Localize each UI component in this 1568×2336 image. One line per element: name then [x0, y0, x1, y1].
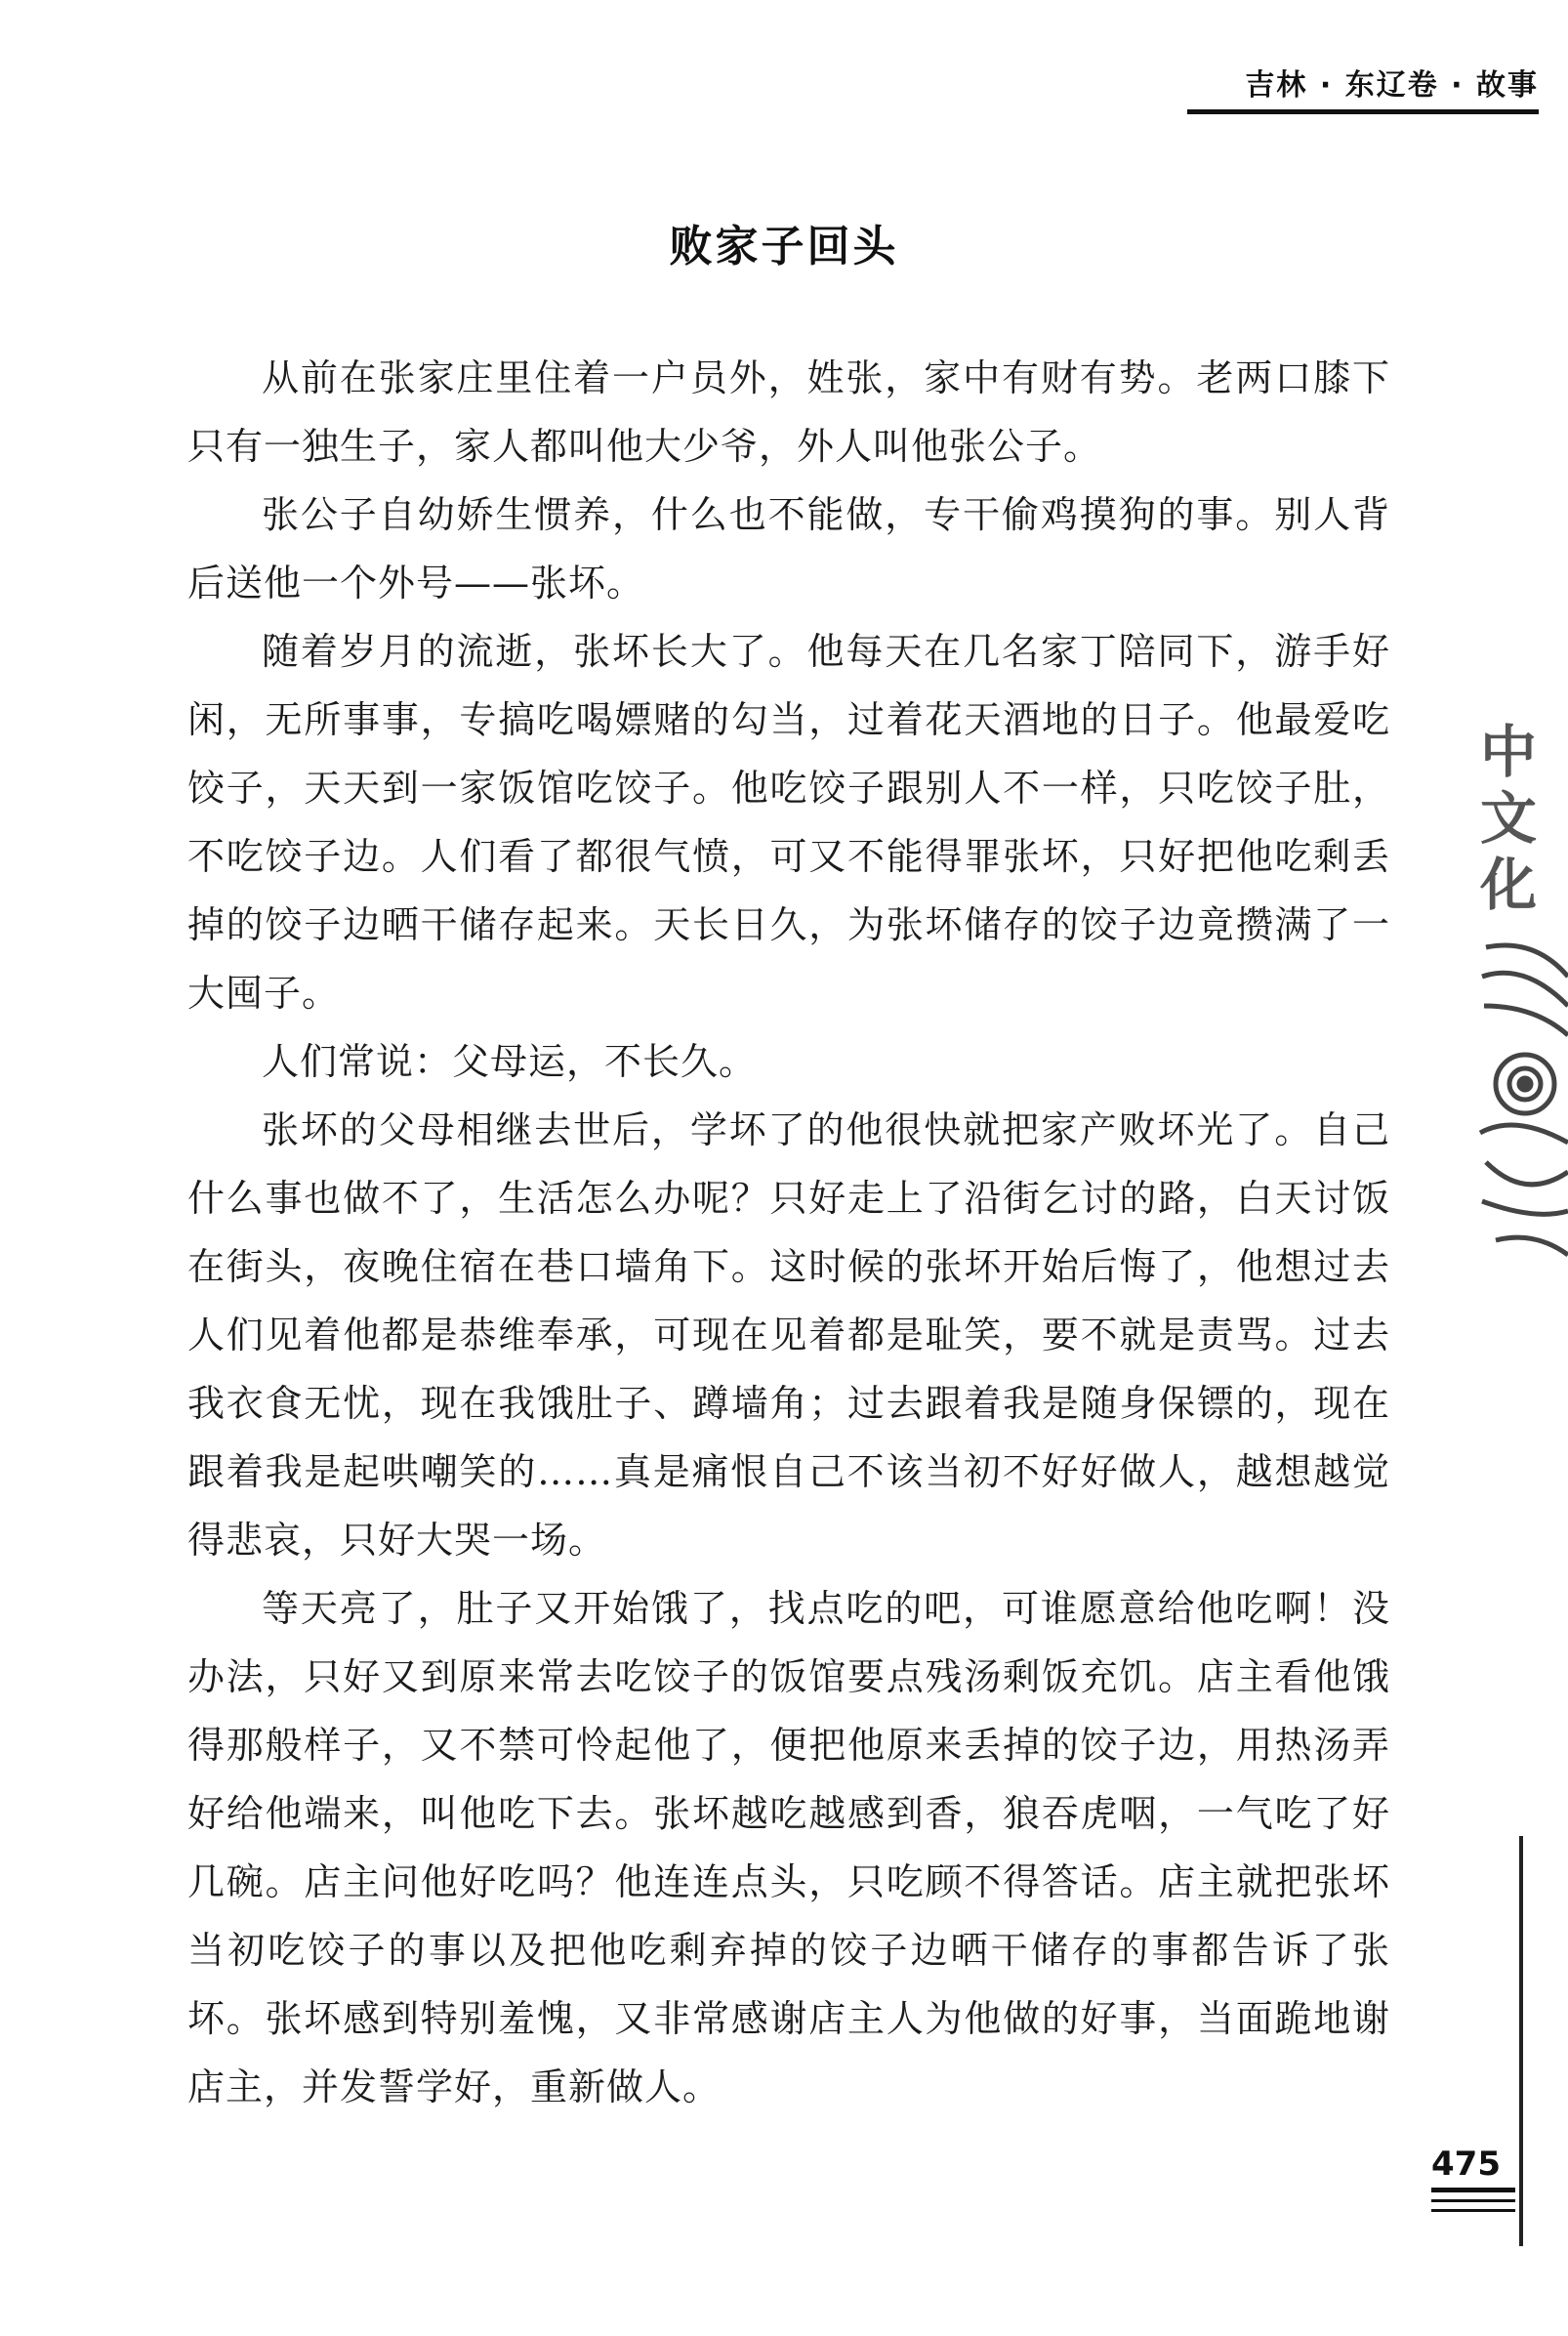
story-body: [187, 344, 1390, 2121]
margin-rule: [1519, 1836, 1523, 2246]
running-head: 吉林 · 东辽卷 · 故事: [1245, 68, 1539, 103]
ornament-char: 文: [1480, 785, 1538, 852]
paragraph: 随着岁月的流逝，张坏长大了。他每天在几名家丁陪同下，游手好闲，无所事事，专搞吃喝嫖赌的勾当，过着花天酒地的日子。他最爱吃饺子，天天到一家饭馆吃饺子。他吃饺子跟别人不一样，只吃饺子肚，不吃饺子边。人们看了都很气愤，可又不能得罪张坏，只好把他吃剩丢掉的饺子边晒干储存起来。天长日久，为张坏储存的饺子边竟攒满了一大囤子。: [187, 630, 1390, 1015]
ornament-char: 中: [1480, 719, 1538, 785]
page-number-rule: [1431, 2199, 1515, 2202]
page-number: 475: [1431, 2145, 1501, 2184]
paragraph: 张坏的父母相继去世后，学坏了的他很快就把家产败坏光了。自己什么事也做不了，生活怎么办呢？只好走上了沿街乞讨的路，白天讨饭在街头，夜晚住宿在巷口墙角下。这时候的张坏开始后悔了，他想过去人们见着他都是恭维奉承，可现在见着都是耻笑，要不就是责骂。过去我衣食无忧，现在我饿肚子、蹲墙角；过去跟着我是随身保镖的，现在跟着我是起哄嘲笑的……真是痛恨自己不该当初不好好做人，越想越觉得悲哀，只好大哭一场。: [187, 1108, 1390, 1562]
side-ornament: [1476, 713, 1568, 1260]
paragraph: 等天亮了，肚子又开始饿了，找点吃的吧，可谁愿意给他吃啊！没办法，只好又到原来常去吃饺子的饭馆要点残汤剩饭充饥。店主看他饿得那般样子，又不禁可怜起他了，便把他原来丢掉的饺子边，用热汤弄好给他端来，叫他吃下去。张坏越吃越感到香，狼吞虎咽，一气吃了好几碗。店主问他好吃吗？他连连点头，只吃顾不得答话。店主就把张坏当初吃饺子的事以及把他吃剩弃掉的饺子边晒干储存的事都告诉了张坏。张坏感到特别羞愧，又非常感谢店主人为他做的好事，当面跪地谢店主，并发誓学好，重新做人。: [187, 1587, 1390, 2108]
ornament-char: 化: [1480, 852, 1538, 918]
paragraph: 张公子自幼娇生惯养，什么也不能做，专干偷鸡摸狗的事。别人背后送他一个外号——张坏。: [187, 493, 1390, 605]
page-number-rule: [1431, 2188, 1515, 2192]
page-number-rule: [1431, 2209, 1515, 2212]
header-rule: [1187, 109, 1539, 114]
story-title: 败家子回头: [669, 222, 899, 271]
paragraph: 从前在张家庄里住着一户员外，姓张，家中有财有势。老两口膝下只有一独生子，家人都叫他大少爷，外人叫他张公子。: [187, 356, 1390, 468]
ornament-pattern: [1480, 945, 1568, 1255]
paragraph: 人们常说：父母运，不长久。: [262, 1040, 758, 1083]
